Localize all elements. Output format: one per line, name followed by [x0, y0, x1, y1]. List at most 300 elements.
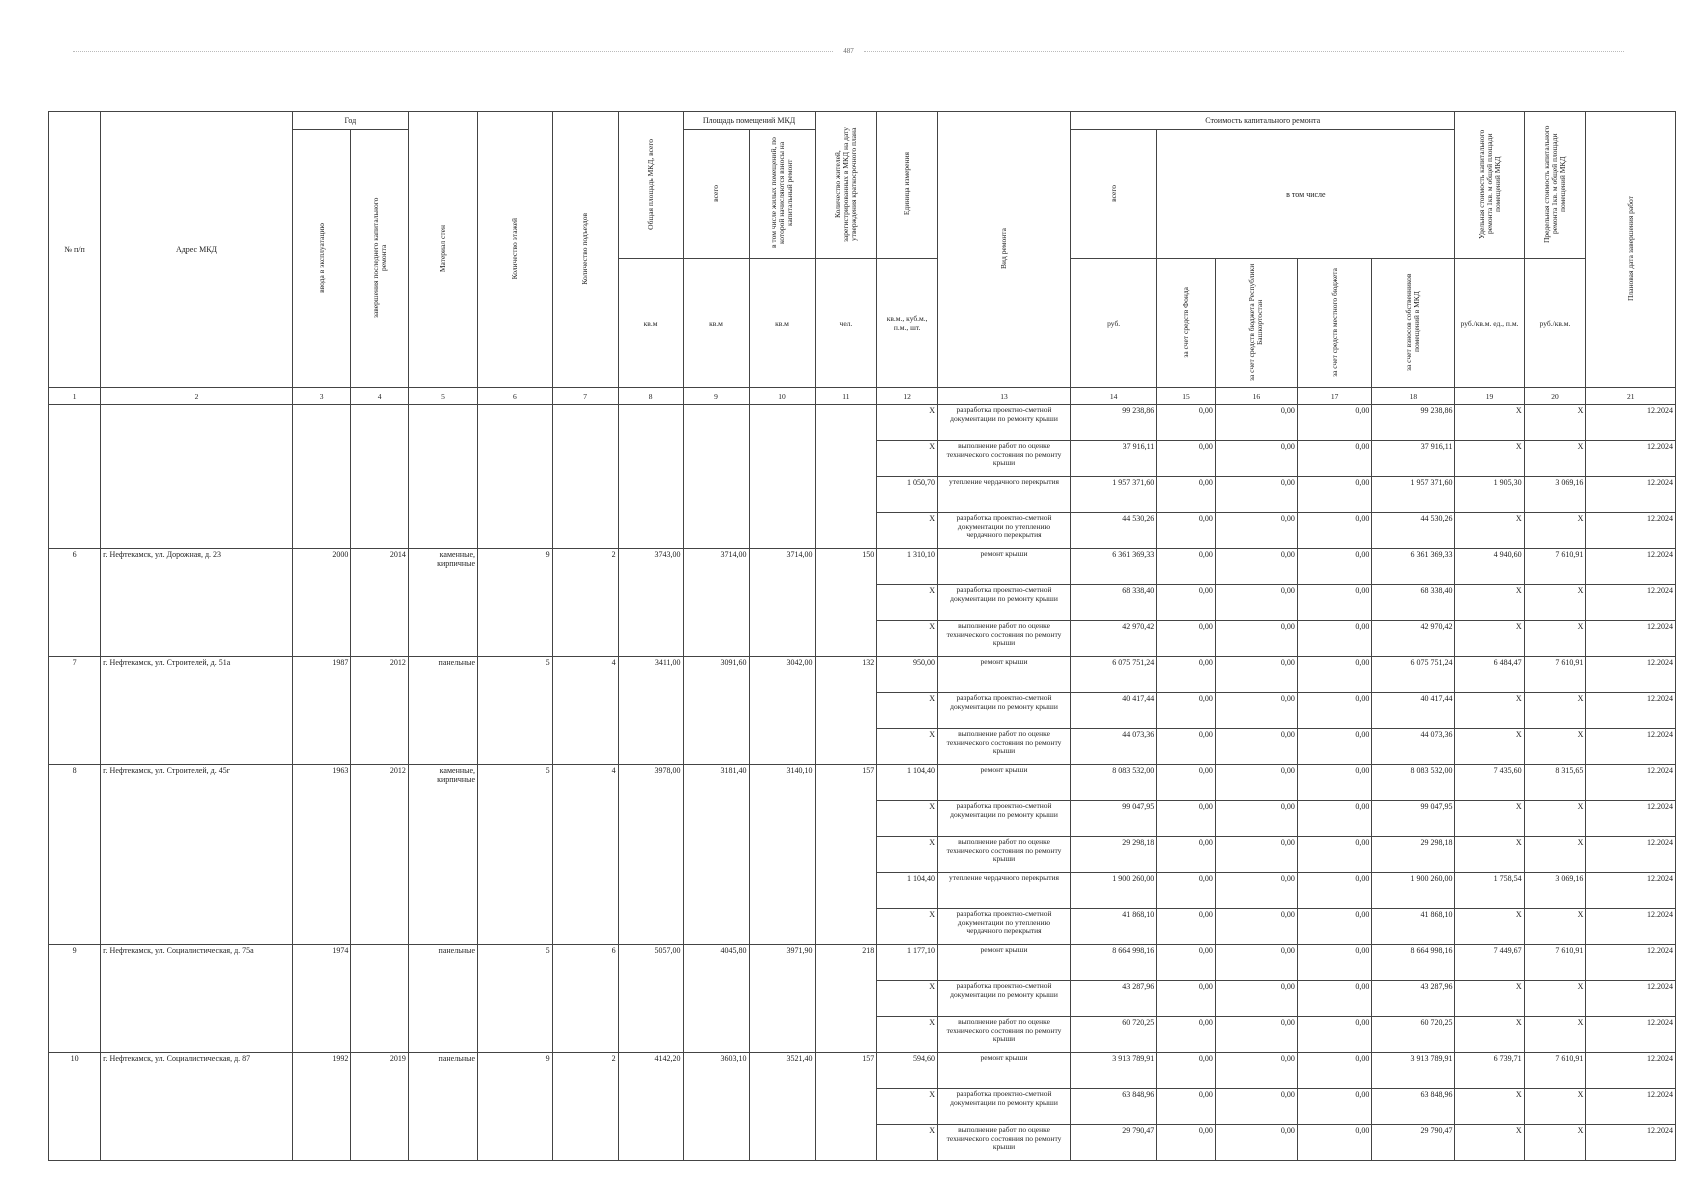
- cost-total: 44 073,36: [1071, 729, 1157, 765]
- repair-kind: ремонт крыши: [937, 549, 1070, 585]
- year-built: 1974: [292, 945, 351, 1053]
- cost-owners: 40 417,44: [1372, 693, 1455, 729]
- rooms-area: 3181,40: [683, 765, 749, 945]
- column-number-9: 9: [683, 388, 749, 405]
- floors-count: 5: [478, 765, 553, 945]
- unit-20: руб./кв.м.: [1524, 259, 1586, 388]
- wall-material: каменные, кирпичные: [408, 549, 477, 657]
- repair-kind: выполнение работ по оценке технического состояния по ремонту крыши: [937, 1125, 1070, 1161]
- planned-date: 12.2024: [1586, 477, 1676, 513]
- header-col-10: в том числе жилых помещений, по которой начисляются взносы на капитальный ремонт: [749, 130, 815, 259]
- cost-fund: 0,00: [1157, 909, 1216, 945]
- cost-owners: 8 664 998,16: [1372, 945, 1455, 981]
- unit-10: кв.м: [749, 259, 815, 388]
- cost-fund: 0,00: [1157, 693, 1216, 729]
- unit-amount: X: [877, 801, 938, 837]
- cost-owners: 8 083 532,00: [1372, 765, 1455, 801]
- column-number-11: 11: [815, 388, 877, 405]
- cost-owners: 44 530,26: [1372, 513, 1455, 549]
- repair-kind: ремонт крыши: [937, 1053, 1070, 1089]
- row-number: 6: [49, 549, 101, 657]
- planned-date: 12.2024: [1586, 909, 1676, 945]
- cost-republic-budget: 0,00: [1215, 873, 1297, 909]
- cost-owners: 99 047,95: [1372, 801, 1455, 837]
- cost-republic-budget: 0,00: [1215, 441, 1297, 477]
- unit-amount: X: [877, 1125, 938, 1161]
- planned-date: 12.2024: [1586, 801, 1676, 837]
- cost-fund: 0,00: [1157, 1053, 1216, 1089]
- cost-republic-budget: 0,00: [1215, 477, 1297, 513]
- house-address: г. Нефтекамск, ул. Дорожная, д. 23: [101, 549, 293, 657]
- cost-republic-budget: 0,00: [1215, 693, 1297, 729]
- header-col-2: Адрес МКД: [101, 112, 293, 388]
- cost-local-budget: 0,00: [1297, 945, 1372, 981]
- planned-date: 12.2024: [1586, 621, 1676, 657]
- cost-local-budget: 0,00: [1297, 765, 1372, 801]
- residents-count: 218: [815, 945, 877, 1053]
- row-number: 9: [49, 945, 101, 1053]
- table-row: [49, 765, 1676, 801]
- wall-material: панельные: [408, 945, 477, 1053]
- cost-republic-budget: 0,00: [1215, 945, 1297, 981]
- living-area: 3971,90: [749, 945, 815, 1053]
- year-last-repair: 2012: [351, 765, 409, 945]
- table-header: [49, 112, 1676, 405]
- limit-cost: X: [1524, 1017, 1586, 1053]
- cost-fund: 0,00: [1157, 729, 1216, 765]
- cost-total: 43 287,96: [1071, 981, 1157, 1017]
- header-col-3: ввода в эксплуатацию: [292, 130, 351, 388]
- limit-cost: 7 610,91: [1524, 549, 1586, 585]
- floors-count: 5: [478, 945, 553, 1053]
- unit-14: руб.: [1071, 259, 1157, 388]
- house-address: г. Нефтекамск, ул. Социалистическая, д. 87: [101, 1053, 293, 1161]
- cost-owners: 3 913 789,91: [1372, 1053, 1455, 1089]
- cost-total: 8 664 998,16: [1071, 945, 1157, 981]
- empty-cell: [683, 405, 749, 549]
- living-area: 3140,10: [749, 765, 815, 945]
- cost-total: 68 338,40: [1071, 585, 1157, 621]
- total-area: 3978,00: [618, 765, 683, 945]
- cost-republic-budget: 0,00: [1215, 657, 1297, 693]
- specific-cost: 4 940,60: [1455, 549, 1524, 585]
- limit-cost: X: [1524, 729, 1586, 765]
- year-built: 1992: [292, 1053, 351, 1161]
- planned-date: 12.2024: [1586, 765, 1676, 801]
- unit-amount: 950,00: [877, 657, 938, 693]
- cost-local-budget: 0,00: [1297, 1125, 1372, 1161]
- column-number-18: 18: [1372, 388, 1455, 405]
- repair-kind: выполнение работ по оценке технического состояния по ремонту крыши: [937, 441, 1070, 477]
- header-col-19: Удельная стоимость капитального ремонта 1кв. м общей площади помещений МКД: [1455, 112, 1524, 259]
- empty-cell: [478, 405, 553, 549]
- cost-total: 41 868,10: [1071, 909, 1157, 945]
- cost-total: 44 530,26: [1071, 513, 1157, 549]
- cost-fund: 0,00: [1157, 873, 1216, 909]
- cost-total: 3 913 789,91: [1071, 1053, 1157, 1089]
- limit-cost: X: [1524, 801, 1586, 837]
- cost-total: 40 417,44: [1071, 693, 1157, 729]
- specific-cost: 6 484,47: [1455, 657, 1524, 693]
- cost-owners: 29 298,18: [1372, 837, 1455, 873]
- wall-material: панельные: [408, 1053, 477, 1161]
- cost-total: 37 916,11: [1071, 441, 1157, 477]
- unit-amount: X: [877, 585, 938, 621]
- header-col-1: № п/п: [49, 112, 101, 388]
- unit-12: кв.м., куб.м., п.м., шт.: [877, 259, 938, 388]
- specific-cost: X: [1455, 1125, 1524, 1161]
- specific-cost: 1 905,30: [1455, 477, 1524, 513]
- header-col-4: завершения последнего капитального ремонта: [351, 130, 409, 388]
- cost-owners: 60 720,25: [1372, 1017, 1455, 1053]
- cost-owners: 29 790,47: [1372, 1125, 1455, 1161]
- cost-local-budget: 0,00: [1297, 585, 1372, 621]
- year-last-repair: 2012: [351, 657, 409, 765]
- limit-cost: 7 610,91: [1524, 1053, 1586, 1089]
- cost-owners: 1 900 260,00: [1372, 873, 1455, 909]
- limit-cost: 3 069,16: [1524, 873, 1586, 909]
- planned-date: 12.2024: [1586, 837, 1676, 873]
- cost-total: 6 075 751,24: [1071, 657, 1157, 693]
- empty-cell: [351, 405, 409, 549]
- limit-cost: X: [1524, 981, 1586, 1017]
- specific-cost: X: [1455, 1089, 1524, 1125]
- header-col-20: Предельная стоимость капитального ремонта 1кв. м общей площади помещений МКД: [1524, 112, 1586, 259]
- cost-total: 1 900 260,00: [1071, 873, 1157, 909]
- header-year-group: Год: [292, 112, 408, 130]
- cost-fund: 0,00: [1157, 621, 1216, 657]
- repair-kind: утепление чердачного перекрытия: [937, 873, 1070, 909]
- rooms-area: 3714,00: [683, 549, 749, 657]
- year-last-repair: [351, 945, 409, 1053]
- wall-material: каменные, кирпичные: [408, 765, 477, 945]
- cost-owners: 68 338,40: [1372, 585, 1455, 621]
- unit-19: руб./кв.м. ед., п.м.: [1455, 259, 1524, 388]
- planned-date: 12.2024: [1586, 1053, 1676, 1089]
- unit-amount: X: [877, 1017, 938, 1053]
- repair-kind: утепление чердачного перекрытия: [937, 477, 1070, 513]
- repair-kind: разработка проектно-сметной документации по ремонту крыши: [937, 585, 1070, 621]
- column-number-7: 7: [552, 388, 618, 405]
- specific-cost: X: [1455, 405, 1524, 441]
- cost-fund: 0,00: [1157, 405, 1216, 441]
- floors-count: 9: [478, 549, 553, 657]
- cost-owners: 42 970,42: [1372, 621, 1455, 657]
- cost-republic-budget: 0,00: [1215, 981, 1297, 1017]
- header-col-17: за счет средств местного бюджета: [1297, 259, 1372, 388]
- cost-total: 99 238,86: [1071, 405, 1157, 441]
- specific-cost: X: [1455, 729, 1524, 765]
- limit-cost: X: [1524, 837, 1586, 873]
- planned-date: 12.2024: [1586, 981, 1676, 1017]
- cost-republic-budget: 0,00: [1215, 549, 1297, 585]
- cost-total: 29 298,18: [1071, 837, 1157, 873]
- cost-republic-budget: 0,00: [1215, 405, 1297, 441]
- floors-count: 5: [478, 657, 553, 765]
- empty-cell: [292, 405, 351, 549]
- cost-total: 63 848,96: [1071, 1089, 1157, 1125]
- specific-cost: X: [1455, 837, 1524, 873]
- cost-fund: 0,00: [1157, 1017, 1216, 1053]
- table-row: [49, 405, 1676, 441]
- table-row: [49, 945, 1676, 981]
- total-area: 3411,00: [618, 657, 683, 765]
- repair-kind: ремонт крыши: [937, 945, 1070, 981]
- planned-date: 12.2024: [1586, 873, 1676, 909]
- column-number-4: 4: [351, 388, 409, 405]
- cost-owners: 6 075 751,24: [1372, 657, 1455, 693]
- entrances-count: 2: [552, 549, 618, 657]
- unit-amount: X: [877, 837, 938, 873]
- header-incl-group: в том числе: [1157, 130, 1455, 259]
- specific-cost: X: [1455, 909, 1524, 945]
- unit-amount: X: [877, 693, 938, 729]
- cost-fund: 0,00: [1157, 477, 1216, 513]
- house-address: г. Нефтекамск, ул. Социалистическая, д. 75а: [101, 945, 293, 1053]
- cost-local-budget: 0,00: [1297, 693, 1372, 729]
- cost-local-budget: 0,00: [1297, 801, 1372, 837]
- cost-local-budget: 0,00: [1297, 405, 1372, 441]
- total-area: 4142,20: [618, 1053, 683, 1161]
- residents-count: 157: [815, 1053, 877, 1161]
- floors-count: 9: [478, 1053, 553, 1161]
- cost-local-budget: 0,00: [1297, 441, 1372, 477]
- limit-cost: X: [1524, 909, 1586, 945]
- cost-fund: 0,00: [1157, 1089, 1216, 1125]
- limit-cost: X: [1524, 693, 1586, 729]
- cost-local-budget: 0,00: [1297, 513, 1372, 549]
- unit-amount: X: [877, 441, 938, 477]
- column-number-19: 19: [1455, 388, 1524, 405]
- specific-cost: X: [1455, 1017, 1524, 1053]
- limit-cost: 7 610,91: [1524, 657, 1586, 693]
- specific-cost: X: [1455, 441, 1524, 477]
- cost-local-budget: 0,00: [1297, 1053, 1372, 1089]
- wall-material: панельные: [408, 657, 477, 765]
- column-number-2: 2: [101, 388, 293, 405]
- cost-fund: 0,00: [1157, 657, 1216, 693]
- living-area: 3042,00: [749, 657, 815, 765]
- residents-count: 150: [815, 549, 877, 657]
- header-col-21: Плановая дата завершения работ: [1586, 112, 1676, 388]
- capital-repair-table: [48, 111, 1676, 1161]
- cost-local-budget: 0,00: [1297, 909, 1372, 945]
- unit-amount: 1 310,10: [877, 549, 938, 585]
- unit-amount: 1 104,40: [877, 765, 938, 801]
- unit-8: кв.м: [618, 259, 683, 388]
- unit-9: кв.м: [683, 259, 749, 388]
- table-row: [49, 1053, 1676, 1089]
- repair-kind: выполнение работ по оценке технического состояния по ремонту крыши: [937, 837, 1070, 873]
- year-built: 2000: [292, 549, 351, 657]
- empty-cell: [815, 405, 877, 549]
- cost-local-budget: 0,00: [1297, 981, 1372, 1017]
- row-number: 10: [49, 1053, 101, 1161]
- entrances-count: 2: [552, 1053, 618, 1161]
- limit-cost: X: [1524, 585, 1586, 621]
- column-number-1: 1: [49, 388, 101, 405]
- unit-amount: 1 050,70: [877, 477, 938, 513]
- unit-amount: 594,60: [877, 1053, 938, 1089]
- entrances-count: 4: [552, 765, 618, 945]
- planned-date: 12.2024: [1586, 729, 1676, 765]
- entrances-count: 4: [552, 657, 618, 765]
- cost-total: 60 720,25: [1071, 1017, 1157, 1053]
- column-numbers-row: [49, 388, 1676, 405]
- cost-republic-budget: 0,00: [1215, 765, 1297, 801]
- header-area-group: Площадь помещений МКД: [683, 112, 815, 130]
- repair-kind: выполнение работ по оценке технического состояния по ремонту крыши: [937, 621, 1070, 657]
- header-col-13: Вид ремонта: [937, 112, 1070, 388]
- specific-cost: X: [1455, 981, 1524, 1017]
- cost-local-budget: 0,00: [1297, 1017, 1372, 1053]
- empty-cell: [749, 405, 815, 549]
- cost-local-budget: 0,00: [1297, 549, 1372, 585]
- unit-amount: X: [877, 405, 938, 441]
- unit-amount: X: [877, 981, 938, 1017]
- header-col-16: за счет средств бюджета Республики Башкортостан: [1215, 259, 1297, 388]
- row-number: 7: [49, 657, 101, 765]
- empty-cell: [408, 405, 477, 549]
- limit-cost: 3 069,16: [1524, 477, 1586, 513]
- cost-local-budget: 0,00: [1297, 729, 1372, 765]
- cost-owners: 63 848,96: [1372, 1089, 1455, 1125]
- specific-cost: X: [1455, 585, 1524, 621]
- cost-republic-budget: 0,00: [1215, 621, 1297, 657]
- header-col-8: Общая площадь МКД, всего: [618, 112, 683, 259]
- column-number-15: 15: [1157, 388, 1216, 405]
- year-last-repair: 2014: [351, 549, 409, 657]
- cost-republic-budget: 0,00: [1215, 909, 1297, 945]
- repair-kind: разработка проектно-сметной документации по ремонту крыши: [937, 801, 1070, 837]
- header-col-6: Количество этажей: [478, 112, 553, 388]
- cost-local-budget: 0,00: [1297, 657, 1372, 693]
- cost-fund: 0,00: [1157, 981, 1216, 1017]
- unit-amount: X: [877, 729, 938, 765]
- repair-kind: разработка проектно-сметной документации по ремонту крыши: [937, 405, 1070, 441]
- cost-owners: 41 868,10: [1372, 909, 1455, 945]
- unit-amount: 1 104,40: [877, 873, 938, 909]
- column-number-8: 8: [618, 388, 683, 405]
- header-col-14: всего: [1071, 130, 1157, 259]
- cost-local-budget: 0,00: [1297, 1089, 1372, 1125]
- empty-cell: [552, 405, 618, 549]
- limit-cost: X: [1524, 1125, 1586, 1161]
- specific-cost: X: [1455, 513, 1524, 549]
- cost-republic-budget: 0,00: [1215, 1125, 1297, 1161]
- header-col-9: всего: [683, 130, 749, 259]
- cost-fund: 0,00: [1157, 837, 1216, 873]
- cost-fund: 0,00: [1157, 549, 1216, 585]
- column-number-21: 21: [1586, 388, 1676, 405]
- residents-count: 132: [815, 657, 877, 765]
- row-number: 8: [49, 765, 101, 945]
- empty-cell: [101, 405, 293, 549]
- column-number-16: 16: [1215, 388, 1297, 405]
- rooms-area: 3603,10: [683, 1053, 749, 1161]
- cost-total: 1 957 371,60: [1071, 477, 1157, 513]
- header-col-15: за счет средств Фонда: [1157, 259, 1216, 388]
- column-number-14: 14: [1071, 388, 1157, 405]
- limit-cost: 8 315,65: [1524, 765, 1586, 801]
- column-number-5: 5: [408, 388, 477, 405]
- cost-republic-budget: 0,00: [1215, 801, 1297, 837]
- planned-date: 12.2024: [1586, 585, 1676, 621]
- cost-local-budget: 0,00: [1297, 873, 1372, 909]
- header-cost-group: Стоимость капитального ремонта: [1071, 112, 1455, 130]
- entrances-count: 6: [552, 945, 618, 1053]
- cost-republic-budget: 0,00: [1215, 1089, 1297, 1125]
- planned-date: 12.2024: [1586, 1125, 1676, 1161]
- rooms-area: 3091,60: [683, 657, 749, 765]
- specific-cost: 1 758,54: [1455, 873, 1524, 909]
- cost-owners: 6 361 369,33: [1372, 549, 1455, 585]
- table-row: [49, 549, 1676, 585]
- cost-total: 8 083 532,00: [1071, 765, 1157, 801]
- column-number-20: 20: [1524, 388, 1586, 405]
- repair-kind: разработка проектно-сметной документации по утеплению чердачного перекрытия: [937, 909, 1070, 945]
- cost-republic-budget: 0,00: [1215, 513, 1297, 549]
- house-address: г. Нефтекамск, ул. Строителей, д. 51а: [101, 657, 293, 765]
- limit-cost: X: [1524, 1089, 1586, 1125]
- column-number-17: 17: [1297, 388, 1372, 405]
- house-address: г. Нефтекамск, ул. Строителей, д. 45г: [101, 765, 293, 945]
- limit-cost: X: [1524, 441, 1586, 477]
- repair-kind: ремонт крыши: [937, 657, 1070, 693]
- repair-kind: выполнение работ по оценке технического состояния по ремонту крыши: [937, 1017, 1070, 1053]
- table-row: [49, 657, 1676, 693]
- unit-amount: X: [877, 1089, 938, 1125]
- limit-cost: X: [1524, 405, 1586, 441]
- empty-cell: [49, 405, 101, 549]
- header-col-7: Количество подъездов: [552, 112, 618, 388]
- header-col-18: за счет взносов собственников помещений в МКД: [1372, 259, 1455, 388]
- column-number-12: 12: [877, 388, 938, 405]
- cost-local-budget: 0,00: [1297, 837, 1372, 873]
- cost-local-budget: 0,00: [1297, 621, 1372, 657]
- cost-total: 42 970,42: [1071, 621, 1157, 657]
- repair-kind: выполнение работ по оценке технического состояния по ремонту крыши: [937, 729, 1070, 765]
- total-area: 5057,00: [618, 945, 683, 1053]
- specific-cost: 6 739,71: [1455, 1053, 1524, 1089]
- residents-count: 157: [815, 765, 877, 945]
- cost-republic-budget: 0,00: [1215, 1017, 1297, 1053]
- year-built: 1987: [292, 657, 351, 765]
- cost-fund: 0,00: [1157, 1125, 1216, 1161]
- living-area: 3714,00: [749, 549, 815, 657]
- limit-cost: X: [1524, 513, 1586, 549]
- specific-cost: 7 449,67: [1455, 945, 1524, 981]
- unit-11: чел.: [815, 259, 877, 388]
- planned-date: 12.2024: [1586, 513, 1676, 549]
- cost-fund: 0,00: [1157, 441, 1216, 477]
- specific-cost: X: [1455, 801, 1524, 837]
- specific-cost: X: [1455, 621, 1524, 657]
- repair-kind: разработка проектно-сметной документации по ремонту крыши: [937, 693, 1070, 729]
- cost-fund: 0,00: [1157, 945, 1216, 981]
- cost-republic-budget: 0,00: [1215, 729, 1297, 765]
- header-col-5: Материал стен: [408, 112, 477, 388]
- year-last-repair: 2019: [351, 1053, 409, 1161]
- rooms-area: 4045,80: [683, 945, 749, 1053]
- unit-amount: 1 177,10: [877, 945, 938, 981]
- cost-total: 6 361 369,33: [1071, 549, 1157, 585]
- year-built: 1963: [292, 765, 351, 945]
- cost-owners: 44 073,36: [1372, 729, 1455, 765]
- cost-fund: 0,00: [1157, 585, 1216, 621]
- empty-cell: [618, 405, 683, 549]
- unit-amount: X: [877, 909, 938, 945]
